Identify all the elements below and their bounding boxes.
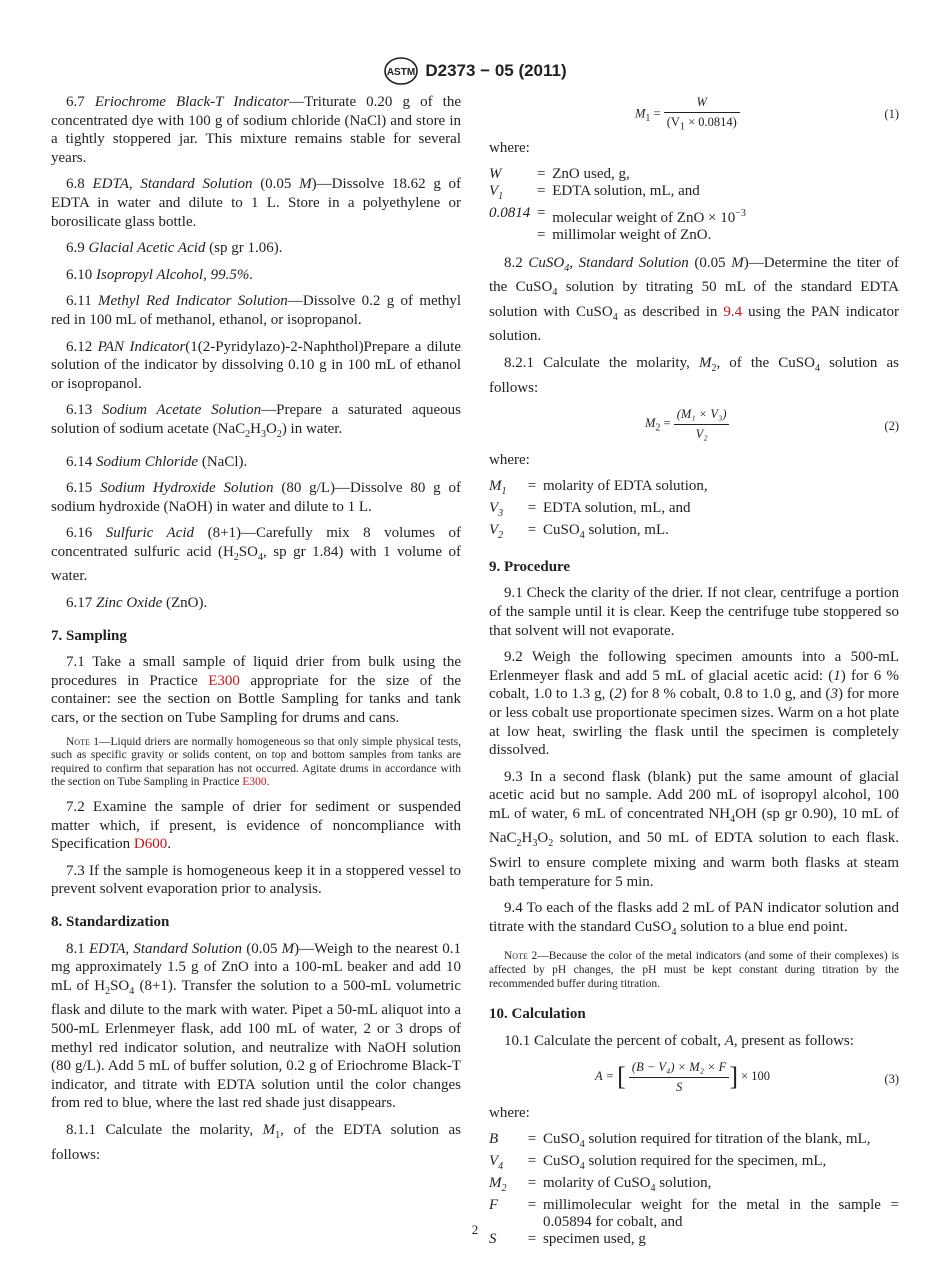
where-equals: = bbox=[527, 1153, 537, 1169]
where-label-2: where: bbox=[489, 452, 530, 469]
where-symbol: S bbox=[489, 1231, 497, 1247]
link-9-4[interactable]: 9.4 bbox=[723, 303, 743, 320]
link-e300-note[interactable]: E300 bbox=[242, 776, 267, 789]
where-definition: CuSO$_4$ solution required for titration of the blank, mL, bbox=[543, 1131, 871, 1150]
where-row bbox=[489, 1175, 899, 1197]
where-symbol: $M_1$ bbox=[489, 477, 507, 497]
para-8-1: 8.1 EDTA, Standard Solution (0.05 M)—Weigh to the nearest 0.1 mg approximately 1.5 g of ZnO into a 100-mL beaker and add 10 mL of $H_2SO_4$ (8+1). Transfer the solution to a 500-mL volumetric flask and dilute to the mark with water. Pipet a 50-mL aliquot into a 500-mL Erlenmeyer flask, add 100 mL of water, 2 or 3 drops of methyl red indicator solution, and neutralize with NaOH solution (80 g/L). Add 5 mL of buffer solution, 0.2 g of Eriochrome Black-T indicator, and titrate with EDTA solution until the color changes from red to blue, where the last red shade just disappears. bbox=[51, 940, 461, 1112]
para-6-17: 6.17 Zinc Oxide (ZnO). bbox=[66, 595, 208, 612]
where-definition: millimolecular weight for the metal in the sample = 0.05894 for cobalt, and bbox=[543, 1197, 899, 1230]
where-label-1: where: bbox=[489, 140, 530, 156]
heading-calculation: 10. Calculation bbox=[489, 1006, 586, 1023]
where-equals: = bbox=[527, 1131, 537, 1147]
where-definition: molarity of CuSO$_4$ solution, bbox=[543, 1175, 712, 1194]
heading-sampling: 7. Sampling bbox=[51, 627, 127, 644]
para-9-2: 9.2 Weigh the following specimen amounts into a 500-mL Erlenmeyer flask and add 5 mL of glacial acetic acid: (1) for 6 % cobalt, 1.0 to 1.3 g, (2) for 8 % cobalt, 0.8 to 1.0 g, and (3) for more or less cobalt use proportionate specimen sizes. Warm on a hot plate at low heat, swirling the flask until the specimen is completely dissolved. bbox=[489, 649, 899, 759]
where-definition: molarity of EDTA solution, bbox=[543, 477, 708, 494]
para-8-2: 8.2 CuSO$_4$, Standard Solution (0.05 M)—Determine the titer of the CuSO$_4$ solution by titrating 50 mL of the standard EDTA solution with CuSO$_4$ as described in 9.4 using the PAN indicator solution. bbox=[489, 254, 900, 345]
where-symbol: B bbox=[489, 1131, 499, 1147]
where-equals: = bbox=[537, 165, 546, 182]
where-row bbox=[489, 205, 746, 227]
where-row bbox=[489, 522, 708, 544]
where-symbol: $V_1$ bbox=[489, 182, 504, 202]
where-equals: = bbox=[527, 477, 537, 494]
where-table-2 bbox=[489, 478, 708, 544]
where-equals: = bbox=[527, 521, 537, 538]
link-e300[interactable]: E300 bbox=[208, 672, 240, 689]
where-definition: CuSO$_4$ solution, mL. bbox=[543, 521, 669, 541]
where-equals: = bbox=[537, 226, 546, 243]
where-row bbox=[489, 227, 746, 244]
heading-standardization: 8. Standardization bbox=[51, 913, 170, 930]
link-d600[interactable]: D600 bbox=[133, 836, 168, 853]
equation-1-number: (1) bbox=[884, 107, 899, 121]
page-number: 2 bbox=[471, 1222, 479, 1237]
para-8-1-1: 8.1.1 Calculate the molarity, $M_1$, of the EDTA solution as follows: bbox=[51, 1121, 461, 1163]
para-7-1: 7.1 Take a small sample of liquid drier from bulk using the procedures in Practice E300 appropriate for the size of the container: see the section on Bottle Sampling for tanks and tank cars, or the section on Tube Sampling for drums and cans. bbox=[51, 654, 461, 727]
where-definition: EDTA solution, mL, and bbox=[543, 499, 691, 516]
where-symbol: F bbox=[489, 1197, 499, 1213]
where-definition: EDTA solution, mL, and bbox=[552, 182, 700, 199]
para-6-16: 6.16 Sulfuric Acid (8+1)—Carefully mix 8 volumes of concentrated sulfuric acid ($H_2SO_4$, sp gr 1.84) with 1 volume of water. bbox=[51, 525, 462, 585]
where-label-3: where: bbox=[489, 1105, 530, 1122]
where-row bbox=[489, 478, 708, 500]
para-10-1: 10.1 Calculate the percent of cobalt, A, present as follows: bbox=[504, 1032, 854, 1049]
para-9-4: 9.4 To each of the flasks add 2 mL of PAN indicator solution and titrate with the standard CuSO$_4$ solution to a blue end point. bbox=[489, 900, 899, 938]
where-definition: molecular weight of ZnO × $10^{-3}$ bbox=[552, 207, 746, 226]
where-definition: millimolar weight of ZnO. bbox=[552, 226, 712, 243]
para-7-3: 7.3 If the sample is homogeneous keep it in a stoppered vessel to prevent solvent evaporation prior to analysis. bbox=[51, 862, 461, 898]
page-header bbox=[0, 56, 950, 86]
where-symbol: 0.0814 bbox=[489, 204, 531, 221]
para-7-2: 7.2 Examine the sample of drier for sediment or suspended matter which, if present, is evidence of noncompliance with Specification D600. bbox=[51, 799, 461, 853]
para-6-14: 6.14 Sodium Chloride (NaCl). bbox=[66, 453, 248, 470]
para-6-13: 6.13 Sodium Acetate Solution—Prepare a saturated aqueous solution of sodium acetate $(NaC_2H_3O_2)$ in water. bbox=[51, 402, 462, 440]
equation-2-number: (2) bbox=[884, 419, 899, 434]
para-6-12: 6.12 PAN Indicator(1(2-Pyridylazo)-2-Naphthol)Prepare a dilute solution of the indicator by dissolving 0.10 g in 100 mL of ethanol or isopropanol. bbox=[51, 338, 461, 392]
note-1: Note 1—Liquid driers are normally homogeneous so that only simple physical tests, such as specific gravity or solids content, on top and bottom samples from tanks are required to confirm that separation has not occurred. Agitate drums in accordance with the section on Tube Sampling in Practice E300. bbox=[51, 735, 462, 789]
equation-3-number: (3) bbox=[884, 1072, 899, 1087]
where-symbol: $V_4$ bbox=[489, 1153, 504, 1172]
where-row bbox=[489, 166, 746, 183]
para-6-10: 6.10 Isopropyl Alcohol, 99.5%. bbox=[66, 266, 254, 283]
astm-logo-icon bbox=[383, 56, 419, 86]
where-definition: ZnO used, g, bbox=[552, 165, 630, 182]
svg-text:ASTM: ASTM bbox=[387, 67, 416, 78]
heading-procedure: 9. Procedure bbox=[489, 558, 571, 575]
where-equals: = bbox=[527, 1231, 537, 1247]
where-equals: = bbox=[527, 1175, 537, 1191]
where-equals: = bbox=[537, 204, 546, 221]
where-symbol: $M_2$ bbox=[489, 1175, 507, 1194]
equation-2: $M_2$ = $\frac{\text{(M₁ × V₃)}}{\text{V₂}}$ (2) bbox=[645, 407, 899, 441]
where-symbol bbox=[489, 227, 530, 244]
where-symbol: $V_2$ bbox=[489, 521, 504, 541]
para-6-7: 6.7 Eriochrome Black-T Indicator—Triturate 0.20 g of the concentrated dye with 100 g of sodium chloride (NaCl) and store in a tightly stoppered jar. This mixture remains stable for several years. bbox=[51, 94, 462, 166]
where-equals: = bbox=[527, 1197, 537, 1213]
where-definition: specimen used, g bbox=[543, 1231, 646, 1247]
where-row bbox=[489, 183, 746, 205]
where-row bbox=[489, 1131, 899, 1153]
left-column bbox=[51, 93, 461, 1172]
para-6-11: 6.11 Methyl Red Indicator Solution—Dissolve 0.2 g of methyl red in 100 mL of methanol, ethanol, or isopropanol. bbox=[51, 293, 462, 328]
equation-1: $M_1$ = $\frac{W}{(V_1 \times 0.0814)}$ (1) bbox=[635, 95, 899, 133]
note-2: Note 2—Because the color of the metal indicators (and some of their complexes) is affected by pH changes, the pH must be kept constant during titration by the recommended buffer during titration. bbox=[489, 950, 899, 990]
equation-3: A = [ $\frac{\text{(B − V₄) × M₂ × F}}{S}$ ] × 100 (3) bbox=[595, 1060, 899, 1094]
where-table-1 bbox=[489, 166, 746, 244]
where-symbol: $V_3$ bbox=[489, 499, 504, 519]
document-title: D2373 − 05 (2011) bbox=[425, 61, 567, 80]
where-equals: = bbox=[537, 182, 546, 199]
where-definition: CuSO$_4$ solution required for the specimen, mL, bbox=[543, 1153, 827, 1172]
where-symbol: W bbox=[489, 165, 502, 182]
para-8-2-1: 8.2.1 Calculate the molarity, $M_2$, of the CuSO$_4$ solution as follows: bbox=[489, 354, 899, 396]
where-row bbox=[489, 500, 708, 522]
para-9-1: 9.1 Check the clarity of the drier. If not clear, centrifuge a portion of the sample until it is clear. Keep the centrifuge tube stoppered so that solvent will not evaporate. bbox=[489, 585, 899, 639]
para-9-3: 9.3 In a second flask (blank) put the same amount of glacial acetic acid but no sample. Add 200 mL of isopropyl alcohol, 100 mL of water, 6 mL of concentrated $NH_4OH$ (sp gr 0.90), 10 mL of $NaC_2H_3O_2$ solution, and 50 mL of EDTA solution to each flask. Swirl to ensure complete mixing and warm both flasks at steam bath temperature for 5 min. bbox=[489, 768, 899, 890]
where-row bbox=[489, 1153, 899, 1175]
para-6-9: 6.9 Glacial Acetic Acid (sp gr 1.06). bbox=[66, 240, 283, 257]
para-6-8: 6.8 EDTA, Standard Solution (0.05 M)—Dissolve 18.62 g of EDTA in water and dilute to 1 L. Store in a polyethylene or borosilicate glass bottle. bbox=[51, 176, 462, 230]
where-equals: = bbox=[527, 499, 537, 516]
para-6-15: 6.15 Sodium Hydroxide Solution (80 g/L)—Dissolve 80 g of sodium hydroxide (NaOH) in water and dilute to 1 L. bbox=[51, 480, 461, 515]
right-column bbox=[489, 93, 899, 1258]
